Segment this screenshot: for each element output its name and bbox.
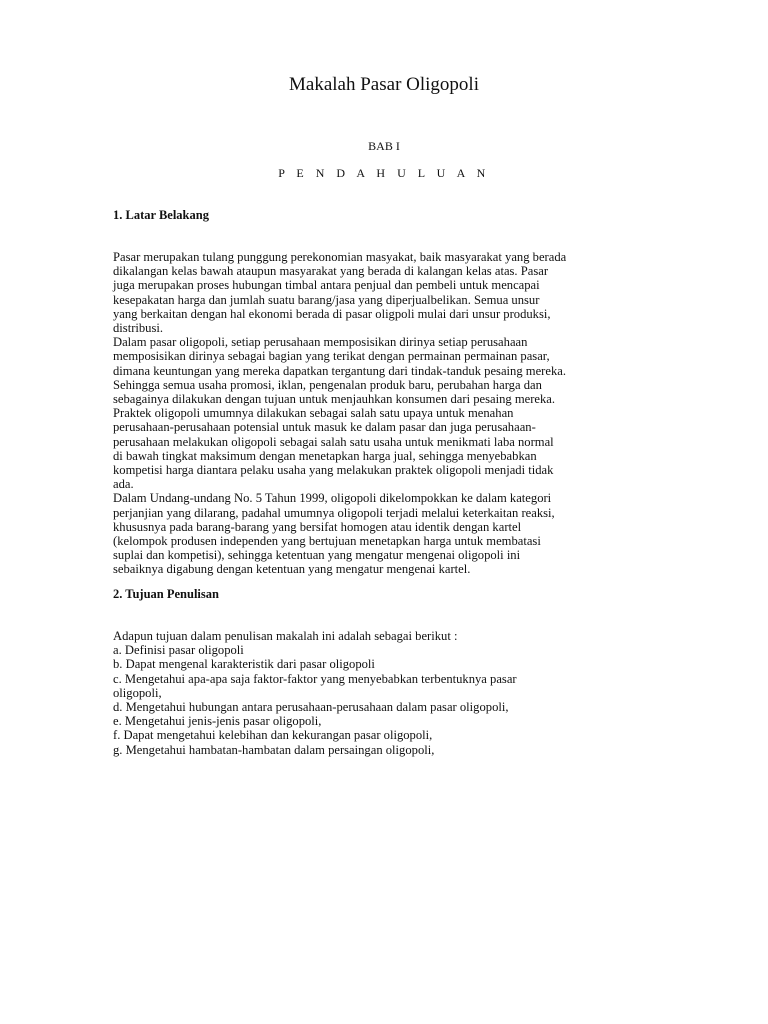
text-line: yang berkaitan dengan hal ekonomi berada di pasar oligpoli mulai dari unsur produksi,	[113, 306, 551, 321]
text-line: di bawah tingkat maksimum dengan menetapkan harga jual, sehingga menyebabkan	[113, 448, 537, 463]
section-heading-tujuan-penulisan: 2. Tujuan Penulisan	[113, 587, 219, 601]
text-line: Sehingga semua usaha promosi, iklan, pengenalan produk baru, perubahan harga dan	[113, 377, 542, 392]
document-title: Makalah Pasar Oligopoli	[289, 74, 479, 95]
text-line: Adapun tujuan dalam penulisan makalah ini adalah sebagai berikut :	[113, 629, 458, 643]
text-line: juga merupakan proses hubungan timbal antara penjual dan pembeli untuk mencapai	[113, 278, 540, 293]
text-line: Pasar merupakan tulang punggung perekonomian masyakat, baik masyarakat yang berada	[113, 250, 567, 264]
text-line: khususnya pada barang-barang yang bersifat homogen atau identik dengan kartel	[113, 519, 522, 534]
text-line: suplai dan kompetisi), sehingga ketentuan yang mengatur mengenai oligopoli ini	[113, 548, 521, 563]
list-item: d. Mengetahui hubungan antara perusahaan-perusahaan dalam pasar oligopoli,	[113, 700, 509, 715]
section-body-tujuan-penulisan	[113, 629, 673, 757]
text-line: perusahaan melakukan oligopoli sebagai salah satu usaha untuk menikmati laba normal	[113, 434, 554, 449]
text-line: memposisikan dirinya sebagai bagian yang terikat dengan permainan permainan pasar,	[113, 349, 550, 364]
list-item: f. Dapat mengetahui kelebihan dan kekurangan pasar oligopoli,	[113, 728, 433, 743]
section-body-latar-belakang	[113, 250, 673, 577]
text-line: sebagainya dilakukan dengan tujuan untuk menjauhkan konsumen dari pesaing mereka.	[113, 392, 556, 407]
text-line: ada.	[113, 477, 134, 492]
list-item: oligopoli,	[113, 685, 162, 700]
text-line: Dalam pasar oligopoli, setiap perusahaan memposisikan dirinya setiap perusahaan	[113, 335, 528, 350]
section-heading-latar-belakang: 1. Latar Belakang	[113, 208, 209, 222]
text-line: kompetisi harga diantara pelaku usaha yang melakukan praktek oligopoli menjadi tidak	[113, 463, 554, 478]
list-item: b. Dapat mengenal karakteristik dari pasar oligopoli	[113, 657, 375, 672]
list-item: a. Definisi pasar oligopoli	[113, 643, 244, 658]
text-line: Praktek oligopoli umumnya dilakukan sebagai salah satu upaya untuk menahan	[113, 406, 514, 421]
text-line: perjanjian yang dilarang, padahal umumnya oligopoli terjadi melalui keterkaitan reaksi,	[113, 505, 555, 520]
text-line: kesepakatan harga dan jumlah suatu barang/jasa yang diperjualbelikan. Semua unsur	[113, 292, 540, 307]
list-item: e. Mengetahui jenis-jenis pasar oligopoli,	[113, 714, 322, 729]
list-item: g. Mengetahui hambatan-hambatan dalam persaingan oligopoli,	[113, 742, 435, 757]
chapter-title: P E N D A H U L U A N	[278, 166, 490, 180]
text-line: (kelompok produsen independen yang bertujuan menetapkan harga untuk membatasi	[113, 534, 541, 549]
list-item: c. Mengetahui apa-apa saja faktor-faktor yang menyebabkan terbentuknya pasar	[113, 671, 517, 686]
text-line: dimana keuntungan yang mereka dapatkan tergantung dari tindak-tanduk pesaing mereka.	[113, 363, 566, 378]
text-line: sebaiknya digabung dengan ketentuan yang mengatur mengenai kartel.	[113, 562, 471, 577]
chapter-number: BAB I	[368, 139, 400, 153]
text-line: Dalam Undang-undang No. 5 Tahun 1999, oligopoli dikelompokkan ke dalam kategori	[113, 491, 552, 506]
text-line: distribusi.	[113, 321, 164, 336]
text-line: dikalangan kelas bawah ataupun masyarakat yang berada di kalangan kelas atas. Pasar	[113, 264, 549, 279]
text-line: perusahaan-perusahaan potensial untuk masuk ke dalam pasar dan juga perusahaan-	[113, 420, 536, 435]
